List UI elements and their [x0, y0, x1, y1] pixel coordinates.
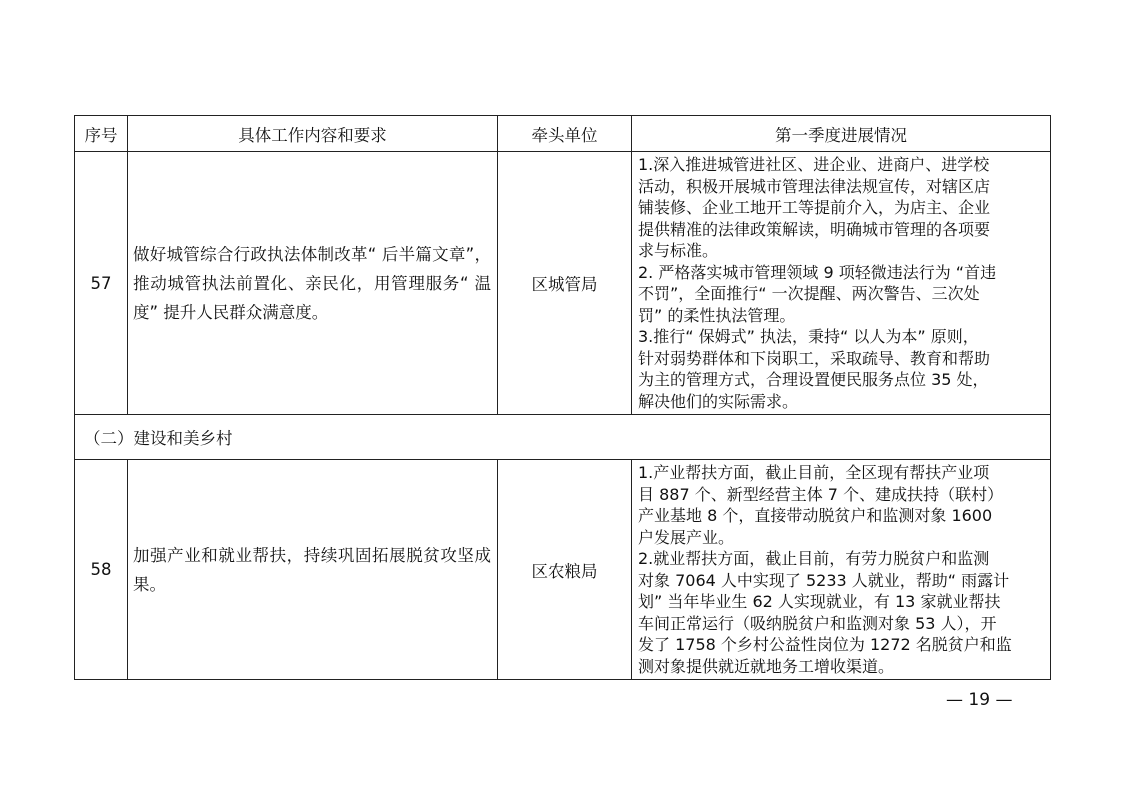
row-lead-unit: 区农粮局 — [498, 460, 632, 680]
table-row — [75, 152, 1051, 415]
progress-line: 解决他们的实际需求。 — [638, 391, 799, 411]
row-work-content: 加强产业和就业帮扶，持续巩固拓展脱贫攻坚成果。 — [128, 460, 498, 680]
progress-line: 产业基地 8 个，直接带动脱贫户和监测对象 1600 — [638, 506, 993, 525]
progress-line: 铺装修、企业工地开工等提前介入，为店主、企业 — [638, 198, 991, 217]
progress-line: 2. 严格落实城市管理领域 9 项轻微违法行为 “首违 — [638, 262, 997, 282]
progress-line: 活动，积极开展城市管理法律法规宣传，对辖区店 — [638, 176, 991, 196]
progress-line: 罚” 的柔性执法管理。 — [638, 305, 796, 325]
work-progress-table — [74, 115, 1051, 680]
row-progress — [632, 460, 1051, 680]
progress-line: 3.推行“ 保姆式” 执法，秉持“ 以人为本” 原则， — [638, 327, 979, 346]
progress-line: 发了 1758 个乡村公益性岗位为 1272 名脱贫户和监 — [638, 635, 1012, 654]
progress-line: 为主的管理方式，合理设置便民服务点位 35 处， — [638, 370, 989, 389]
header-work-content: 具体工作内容和要求 — [128, 116, 498, 152]
header-lead-unit: 牵头单位 — [498, 116, 632, 152]
progress-line: 车间正常运行（吸纳脱贫户和监测对象 53 人），开 — [638, 613, 997, 633]
row-progress — [632, 152, 1051, 415]
row-serial-number: 57 — [75, 152, 128, 415]
row-work-content: 做好城管综合行政执法体制改革“ 后半篇文章”，推动城管执法前置化、亲民化，用管理服务“ 温度” 提升人民群众满意度。 — [128, 152, 498, 415]
section-title: （二）建设和美乡村 — [75, 415, 1051, 460]
page-number: — 19 — — [946, 690, 1013, 710]
progress-line: 测对象提供就近就地务工增收渠道。 — [638, 656, 895, 676]
progress-line: 划” 当年毕业生 62 人实现就业，有 13 家就业帮扶 — [638, 592, 1001, 611]
row-lead-unit: 区城管局 — [498, 152, 632, 415]
progress-line: 1.产业帮扶方面，截止目前，全区现有帮扶产业项 — [638, 463, 990, 482]
progress-line: 针对弱势群体和下岗职工，采取疏导、教育和帮助 — [638, 348, 991, 368]
progress-line: 对象 7064 人中实现了 5233 人就业，帮助“ 雨露计 — [638, 570, 1010, 590]
progress-line: 目 887 个、新型经营主体 7 个、建成扶持（联村） — [638, 484, 1004, 504]
progress-line: 户发展产业。 — [638, 527, 735, 547]
progress-line: 2.就业帮扶方面，截止目前，有劳力脱贫户和监测 — [638, 549, 990, 568]
progress-line: 不罚”，全面推行“ 一次提醒、两次警告、三次处 — [638, 284, 980, 303]
progress-line: 1.深入推进城管进社区、进企业、进商户、进学校 — [638, 155, 990, 174]
header-serial-number: 序号 — [75, 116, 128, 152]
table-header-row — [75, 116, 1051, 152]
section-row — [75, 415, 1051, 460]
table-row — [75, 460, 1051, 680]
header-q1-progress: 第一季度进展情况 — [632, 116, 1051, 152]
progress-line: 提供精准的法律政策解读，明确城市管理的各项要 — [638, 219, 991, 239]
progress-line: 求与标准。 — [638, 241, 719, 260]
row-serial-number: 58 — [75, 460, 128, 680]
